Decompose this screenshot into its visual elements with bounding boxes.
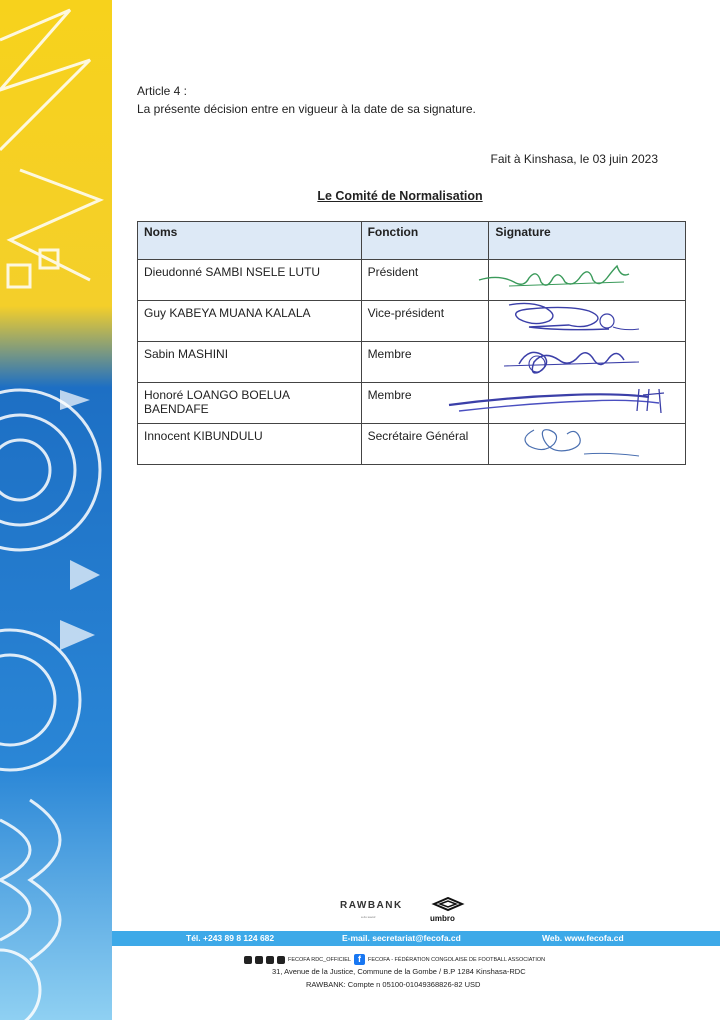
table-header-row <box>138 222 686 260</box>
signature-cell <box>489 301 686 342</box>
table-row <box>138 383 686 424</box>
table-row <box>138 301 686 342</box>
rawbank-logo: RAWBANK <box>340 900 403 911</box>
rawbank-tagline: a du savoir <box>361 915 376 919</box>
postal-address: 31, Avenue de la Justice, Commune de la Gombe / B.P 1284 Kinshasa-RDC <box>272 967 526 976</box>
table-row <box>138 424 686 465</box>
member-name: Dieudonné SAMBI NSELE LUTU <box>138 260 362 301</box>
linkedin-icon <box>277 956 285 964</box>
signature-cell <box>489 383 686 424</box>
facebook-name: FECOFA - FÉDÉRATION CONGOLAISE DE FOOTBALL ASSOCIATION <box>367 956 546 963</box>
bank-account: RAWBANK: Compte n 05100-01049368826-82 USD <box>306 980 481 989</box>
twitter-icon <box>266 956 274 964</box>
table-row <box>138 342 686 383</box>
handwritten-signature <box>489 301 686 338</box>
member-function: Secrétaire Général <box>361 424 489 465</box>
social-handle: FECOFA RDC_OFFICIEL <box>288 956 351 963</box>
header-names: Noms <box>138 222 362 260</box>
contact-bar <box>112 931 720 946</box>
signature-table <box>137 221 686 465</box>
committee-title: Le Comité de Normalisation <box>317 189 483 203</box>
instagram-icon <box>244 956 252 964</box>
signature-cell <box>489 260 686 301</box>
umbro-logo-text: umbro <box>430 914 455 923</box>
handwritten-signature <box>489 260 686 297</box>
header-function: Fonction <box>361 222 489 260</box>
handwritten-signature <box>489 383 686 420</box>
social-links <box>244 954 545 965</box>
member-function: Membre <box>361 383 489 424</box>
email-address: E-mail. secretariat@fecofa.cd <box>342 933 461 943</box>
member-function: Président <box>361 260 489 301</box>
handwritten-signature <box>489 424 686 461</box>
article-heading: Article 4 : <box>137 84 188 98</box>
member-function: Vice-président <box>361 301 489 342</box>
signature-cell <box>489 342 686 383</box>
member-name: Guy KABEYA MUANA KALALA <box>138 301 362 342</box>
member-function: Membre <box>361 342 489 383</box>
website: Web. www.fecofa.cd <box>542 933 624 943</box>
facebook-icon: f <box>354 954 365 965</box>
member-name: Honoré LOANGO BOELUA BAENDAFE <box>138 383 362 424</box>
member-name: Innocent KIBUNDULU <box>138 424 362 465</box>
header-signature: Signature <box>489 222 686 260</box>
phone-number: Tél. +243 89 8 124 682 <box>186 933 275 943</box>
member-name: Sabin MASHINI <box>138 342 362 383</box>
decorative-left-band <box>0 0 112 1020</box>
handwritten-signature <box>489 342 686 379</box>
place-date: Fait à Kinshasa, le 03 juin 2023 <box>490 152 658 166</box>
signature-cell <box>489 424 686 465</box>
table-row <box>138 260 686 301</box>
article-text: La présente décision entre en vigueur à la date de sa signature. <box>137 102 476 116</box>
youtube-icon <box>255 956 263 964</box>
